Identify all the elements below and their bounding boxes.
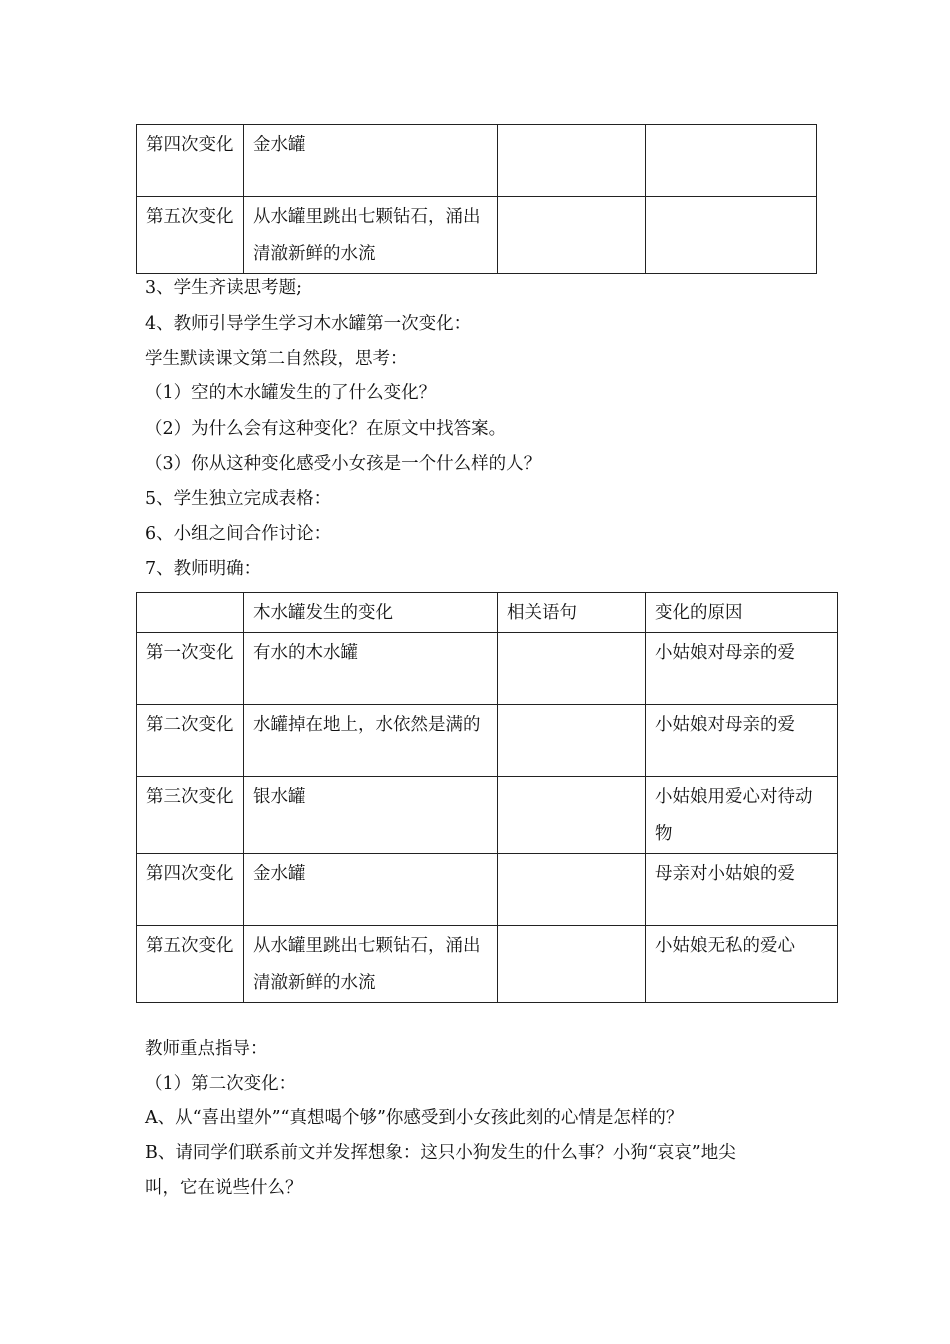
paragraph: 3、学生齐读思考题; — [145, 278, 303, 298]
table-row — [137, 197, 817, 274]
header-cell: 木水罐发生的变化 — [244, 593, 498, 633]
change-cell: 从水罐里跳出七颗钻石，涌出清澈新鲜的水流 — [244, 926, 498, 1003]
sentence-cell — [498, 705, 646, 777]
row-label: 第二次变化 — [137, 705, 244, 777]
change-cell: 有水的木水罐 — [244, 633, 498, 705]
table-row — [137, 854, 838, 926]
table-row — [137, 705, 838, 777]
reason-cell — [646, 125, 817, 197]
change-cell: 从水罐里跳出七颗钻石，涌出清澈新鲜的水流 — [244, 197, 498, 274]
row-label: 第四次变化 — [137, 854, 244, 926]
sentence-cell — [498, 197, 646, 274]
paragraph: （1）第二次变化： — [145, 1074, 297, 1094]
paragraph: 教师重点指导： — [145, 1039, 268, 1059]
changes-table — [136, 592, 838, 1003]
row-label: 第一次变化 — [137, 633, 244, 705]
paragraph: 6、小组之间合作讨论： — [145, 524, 332, 544]
header-cell: 相关语句 — [498, 593, 646, 633]
paragraph: （2）为什么会有这种变化？在原文中找答案。 — [145, 419, 507, 439]
paragraph: 学生默读课文第二自然段，思考： — [145, 349, 408, 369]
sentence-cell — [498, 777, 646, 854]
reason-cell: 小姑娘用爱心对待动物 — [646, 777, 838, 854]
row-label: 第五次变化 — [137, 197, 244, 274]
change-cell: 水罐掉在地上，水依然是满的 — [244, 705, 498, 777]
header-cell: 变化的原因 — [646, 593, 838, 633]
paragraph: A、从“喜出望外”“真想喝个够”你感受到小女孩此刻的心情是怎样的？ — [145, 1108, 684, 1128]
sentence-cell — [498, 926, 646, 1003]
change-cell: 银水罐 — [244, 777, 498, 854]
reason-cell — [646, 197, 817, 274]
paragraph: 7、教师明确： — [145, 559, 262, 579]
reason-cell: 小姑娘对母亲的爱 — [646, 705, 838, 777]
paragraph: 叫，它在说些什么？ — [145, 1178, 303, 1198]
table-row — [137, 777, 838, 854]
paragraph: （1）空的木水罐发生的了什么变化？ — [145, 383, 437, 403]
paragraph: 4、教师引导学生学习木水罐第一次变化： — [145, 314, 472, 334]
table-continued — [136, 124, 817, 274]
table-row — [137, 125, 817, 197]
reason-cell: 母亲对小姑娘的爱 — [646, 854, 838, 926]
change-cell: 金水罐 — [244, 854, 498, 926]
paragraph: 5、学生独立完成表格： — [145, 489, 332, 509]
sentence-cell — [498, 633, 646, 705]
row-label: 第四次变化 — [137, 125, 244, 197]
row-label: 第三次变化 — [137, 777, 244, 854]
sentence-cell — [498, 125, 646, 197]
header-cell — [137, 593, 244, 633]
reason-cell: 小姑娘无私的爱心 — [646, 926, 838, 1003]
row-label: 第五次变化 — [137, 926, 244, 1003]
sentence-cell — [498, 854, 646, 926]
reason-cell: 小姑娘对母亲的爱 — [646, 633, 838, 705]
table-row — [137, 633, 838, 705]
paragraph: B、请同学们联系前文并发挥想象：这只小狗发生的什么事？小狗“哀哀”地尖 — [145, 1143, 736, 1163]
change-cell: 金水罐 — [244, 125, 498, 197]
table-row — [137, 926, 838, 1003]
table-header-row — [137, 593, 838, 633]
paragraph: （3）你从这种变化感受小女孩是一个什么样的人？ — [145, 454, 542, 474]
